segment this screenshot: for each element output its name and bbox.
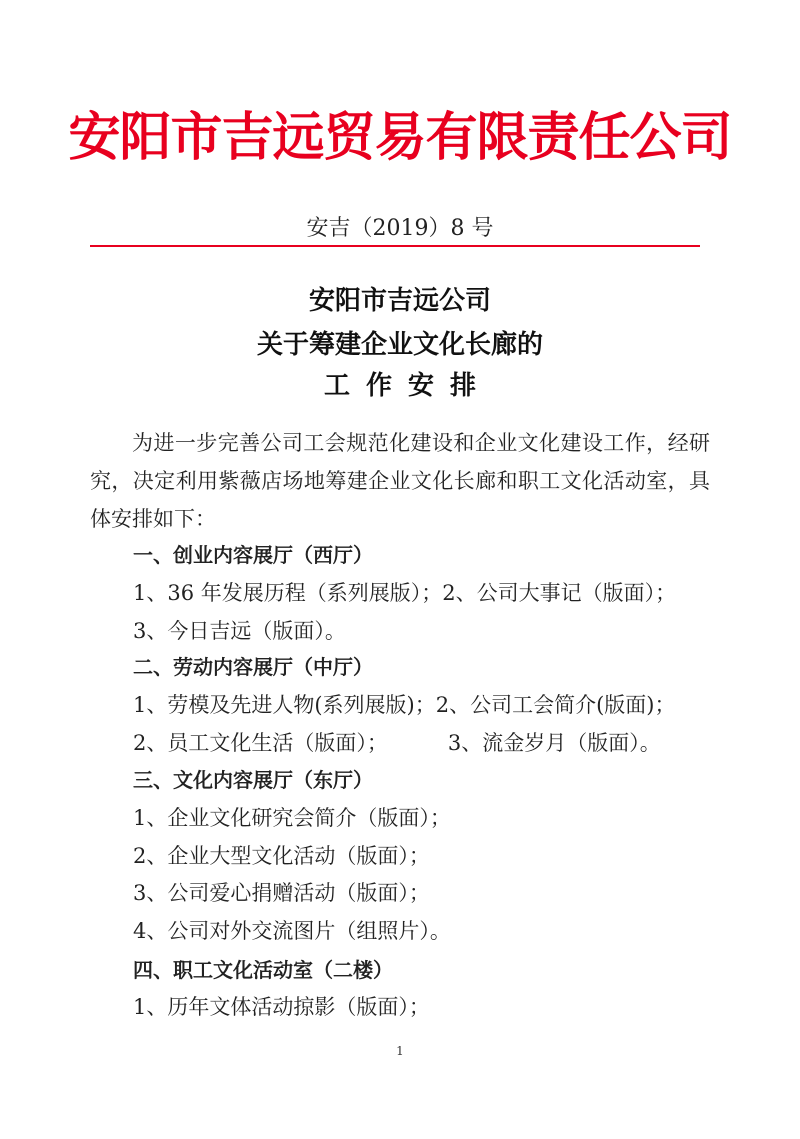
red-divider-line (90, 245, 700, 247)
organization-header: 安阳市吉远贸易有限责任公司 (68, 107, 732, 168)
section-1-item-line-2: 3、今日吉远（版面）。 (133, 619, 346, 643)
section-3-item-line-2: 2、企业大型文化活动（版面）； (133, 844, 430, 868)
section-heading-3: 三、文化内容展厅（东厅） (133, 768, 373, 792)
document-number: 安吉（2019）8 号 (306, 216, 494, 241)
document-title-line-1: 安阳市吉远公司 (308, 286, 491, 316)
section-heading-4: 四、职工文化活动室（二楼） (133, 958, 393, 982)
section-4-item-line-1: 1、历年文体活动掠影（版面）； (133, 995, 430, 1019)
section-3-item-line-4: 4、公司对外交流图片（组照片）。 (133, 919, 451, 943)
section-2-item-line-2 (133, 726, 661, 760)
section-3-item-line-1: 1、企业文化研究会简介（版面）； (133, 806, 451, 830)
section-1-item-line-1: 1、36 年发展历程（系列展版）；2、公司大事记（版面）； (133, 581, 677, 605)
document-title-line-3: 工作安排 (323, 371, 492, 401)
page-number: 1 (396, 1044, 404, 1058)
intro-paragraph: 为进一步完善公司工会规范化建设和企业文化建设工作，经研究，决定利用紫薇店场地筹建企业文化长廊和职工文化活动室，具体安排如下： (90, 431, 710, 531)
section-2-item-left: 2、员工文化生活（版面）； (133, 731, 388, 755)
section-heading-1: 一、创业内容展厅（西厅） (133, 543, 373, 567)
section-heading-2: 二、劳动内容展厅（中厅） (133, 655, 373, 679)
document-title-line-2: 关于筹建企业文化长廊的 (256, 330, 543, 360)
section-3-item-line-3: 3、公司爱心捐赠活动（版面）； (133, 881, 430, 905)
section-2-item-right: 3、流金岁月（版面）。 (447, 731, 661, 755)
section-2-item-line-1: 1、劳模及先进人物(系列展版)；2、公司工会简介(版面)； (133, 693, 676, 717)
